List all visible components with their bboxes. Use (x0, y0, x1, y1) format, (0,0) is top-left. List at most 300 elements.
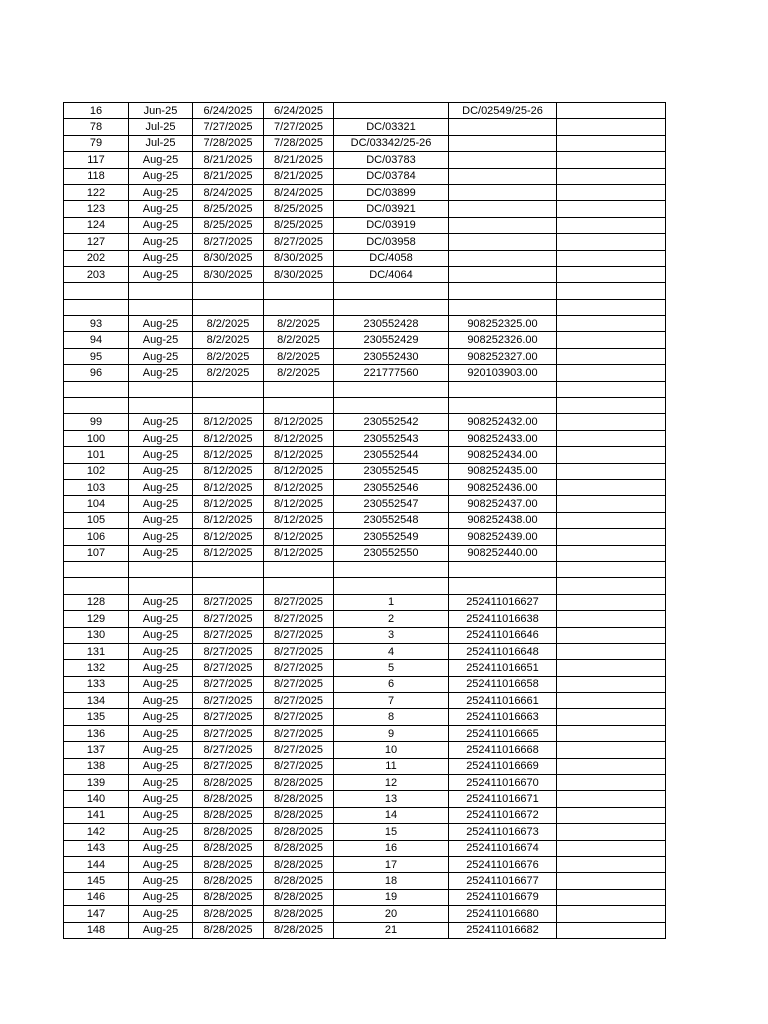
cell-date-a[interactable]: 8/12/2025 (193, 496, 264, 512)
cell-reference[interactable] (334, 381, 449, 397)
cell-extra[interactable] (557, 168, 666, 184)
cell-reference[interactable]: DC/4058 (334, 250, 449, 266)
cell-month[interactable]: Aug-25 (129, 316, 193, 332)
cell-month[interactable]: Aug-25 (129, 840, 193, 856)
cell-document-number[interactable] (449, 217, 557, 233)
cell-month[interactable]: Aug-25 (129, 266, 193, 282)
cell-date-a[interactable]: 8/27/2025 (193, 693, 264, 709)
cell-date-b[interactable]: 8/27/2025 (264, 725, 334, 741)
cell-row-id[interactable]: 16 (64, 103, 129, 119)
cell-month[interactable]: Aug-25 (129, 758, 193, 774)
cell-document-number[interactable]: 252411016663 (449, 709, 557, 725)
cell-date-a[interactable] (193, 398, 264, 414)
cell-date-b[interactable] (264, 398, 334, 414)
cell-reference[interactable]: 230552542 (334, 414, 449, 430)
cell-date-a[interactable]: 8/30/2025 (193, 250, 264, 266)
cell-document-number[interactable] (449, 578, 557, 594)
cell-row-id[interactable]: 93 (64, 316, 129, 332)
cell-extra[interactable] (557, 217, 666, 233)
cell-row-id[interactable]: 106 (64, 529, 129, 545)
cell-document-number[interactable]: 908252327.00 (449, 348, 557, 364)
cell-row-id[interactable]: 118 (64, 168, 129, 184)
cell-reference[interactable]: 17 (334, 856, 449, 872)
cell-date-a[interactable]: 8/28/2025 (193, 906, 264, 922)
cell-date-a[interactable]: 8/12/2025 (193, 414, 264, 430)
cell-row-id[interactable]: 146 (64, 889, 129, 905)
cell-month[interactable]: Jul-25 (129, 135, 193, 151)
cell-row-id[interactable]: 133 (64, 676, 129, 692)
cell-month[interactable]: Aug-25 (129, 365, 193, 381)
cell-row-id[interactable]: 134 (64, 693, 129, 709)
cell-row-id[interactable]: 124 (64, 217, 129, 233)
cell-reference[interactable]: 16 (334, 840, 449, 856)
cell-document-number[interactable]: 908252435.00 (449, 463, 557, 479)
cell-month[interactable]: Aug-25 (129, 545, 193, 561)
cell-reference[interactable] (334, 578, 449, 594)
cell-reference[interactable]: 7 (334, 693, 449, 709)
cell-month[interactable]: Aug-25 (129, 234, 193, 250)
cell-document-number[interactable]: 920103903.00 (449, 365, 557, 381)
cell-date-a[interactable]: 8/12/2025 (193, 463, 264, 479)
cell-document-number[interactable]: 252411016669 (449, 758, 557, 774)
cell-row-id[interactable]: 141 (64, 807, 129, 823)
cell-month[interactable]: Aug-25 (129, 627, 193, 643)
cell-row-id[interactable] (64, 561, 129, 577)
cell-reference[interactable]: 221777560 (334, 365, 449, 381)
cell-extra[interactable] (557, 709, 666, 725)
cell-reference[interactable]: 230552429 (334, 332, 449, 348)
cell-reference[interactable]: 3 (334, 627, 449, 643)
cell-date-a[interactable]: 8/28/2025 (193, 889, 264, 905)
cell-extra[interactable] (557, 479, 666, 495)
cell-reference[interactable]: 20 (334, 906, 449, 922)
cell-month[interactable]: Aug-25 (129, 201, 193, 217)
cell-date-b[interactable]: 8/27/2025 (264, 627, 334, 643)
cell-date-a[interactable]: 8/28/2025 (193, 856, 264, 872)
cell-date-b[interactable]: 8/27/2025 (264, 758, 334, 774)
cell-reference[interactable]: DC/03783 (334, 152, 449, 168)
cell-reference[interactable]: 21 (334, 922, 449, 938)
cell-date-a[interactable]: 8/27/2025 (193, 758, 264, 774)
cell-document-number[interactable] (449, 561, 557, 577)
cell-date-b[interactable]: 8/27/2025 (264, 709, 334, 725)
cell-month[interactable] (129, 299, 193, 315)
cell-document-number[interactable] (449, 381, 557, 397)
cell-month[interactable]: Aug-25 (129, 430, 193, 446)
cell-row-id[interactable]: 94 (64, 332, 129, 348)
cell-reference[interactable] (334, 103, 449, 119)
cell-reference[interactable]: DC/03899 (334, 184, 449, 200)
cell-reference[interactable]: DC/03919 (334, 217, 449, 233)
cell-date-b[interactable]: 8/12/2025 (264, 529, 334, 545)
cell-extra[interactable] (557, 447, 666, 463)
cell-date-a[interactable]: 8/12/2025 (193, 529, 264, 545)
cell-month[interactable]: Aug-25 (129, 824, 193, 840)
cell-date-a[interactable]: 8/21/2025 (193, 168, 264, 184)
cell-extra[interactable] (557, 398, 666, 414)
cell-row-id[interactable]: 143 (64, 840, 129, 856)
cell-document-number[interactable] (449, 184, 557, 200)
cell-month[interactable]: Aug-25 (129, 479, 193, 495)
cell-month[interactable]: Aug-25 (129, 906, 193, 922)
cell-row-id[interactable]: 105 (64, 512, 129, 528)
cell-date-a[interactable] (193, 283, 264, 299)
cell-row-id[interactable]: 144 (64, 856, 129, 872)
cell-row-id[interactable]: 132 (64, 660, 129, 676)
cell-date-a[interactable]: 8/27/2025 (193, 660, 264, 676)
cell-date-b[interactable]: 8/25/2025 (264, 201, 334, 217)
cell-month[interactable]: Aug-25 (129, 250, 193, 266)
cell-month[interactable] (129, 381, 193, 397)
cell-row-id[interactable]: 103 (64, 479, 129, 495)
cell-date-b[interactable]: 6/24/2025 (264, 103, 334, 119)
cell-extra[interactable] (557, 184, 666, 200)
cell-date-b[interactable]: 8/2/2025 (264, 348, 334, 364)
cell-document-number[interactable] (449, 299, 557, 315)
cell-row-id[interactable]: 101 (64, 447, 129, 463)
cell-reference[interactable]: 4 (334, 643, 449, 659)
cell-month[interactable]: Aug-25 (129, 496, 193, 512)
cell-extra[interactable] (557, 234, 666, 250)
cell-extra[interactable] (557, 135, 666, 151)
cell-date-a[interactable]: 8/12/2025 (193, 545, 264, 561)
cell-row-id[interactable]: 142 (64, 824, 129, 840)
cell-row-id[interactable]: 123 (64, 201, 129, 217)
cell-date-b[interactable]: 8/12/2025 (264, 512, 334, 528)
cell-reference[interactable]: 13 (334, 791, 449, 807)
cell-extra[interactable] (557, 496, 666, 512)
cell-row-id[interactable]: 122 (64, 184, 129, 200)
cell-date-a[interactable]: 8/2/2025 (193, 332, 264, 348)
cell-row-id[interactable]: 148 (64, 922, 129, 938)
cell-reference[interactable]: 10 (334, 742, 449, 758)
cell-row-id[interactable]: 130 (64, 627, 129, 643)
cell-date-b[interactable] (264, 561, 334, 577)
cell-month[interactable]: Aug-25 (129, 414, 193, 430)
cell-date-a[interactable]: 8/27/2025 (193, 676, 264, 692)
cell-date-b[interactable]: 8/2/2025 (264, 332, 334, 348)
cell-month[interactable]: Aug-25 (129, 529, 193, 545)
cell-date-b[interactable]: 8/12/2025 (264, 414, 334, 430)
cell-row-id[interactable]: 117 (64, 152, 129, 168)
cell-reference[interactable] (334, 299, 449, 315)
cell-month[interactable]: Aug-25 (129, 217, 193, 233)
cell-document-number[interactable]: 252411016674 (449, 840, 557, 856)
cell-month[interactable]: Aug-25 (129, 676, 193, 692)
cell-date-b[interactable]: 8/27/2025 (264, 611, 334, 627)
cell-row-id[interactable]: 99 (64, 414, 129, 430)
cell-document-number[interactable]: 252411016677 (449, 873, 557, 889)
cell-date-b[interactable]: 8/12/2025 (264, 430, 334, 446)
cell-month[interactable]: Aug-25 (129, 807, 193, 823)
cell-date-a[interactable]: 7/27/2025 (193, 119, 264, 135)
cell-date-a[interactable]: 8/28/2025 (193, 791, 264, 807)
cell-document-number[interactable]: 908252434.00 (449, 447, 557, 463)
cell-document-number[interactable]: 908252325.00 (449, 316, 557, 332)
cell-date-b[interactable]: 8/12/2025 (264, 479, 334, 495)
cell-extra[interactable] (557, 627, 666, 643)
cell-reference[interactable]: 14 (334, 807, 449, 823)
cell-month[interactable]: Aug-25 (129, 873, 193, 889)
cell-reference[interactable]: DC/03342/25-26 (334, 135, 449, 151)
cell-extra[interactable] (557, 512, 666, 528)
cell-document-number[interactable]: 252411016673 (449, 824, 557, 840)
cell-date-b[interactable]: 8/27/2025 (264, 693, 334, 709)
cell-document-number[interactable] (449, 135, 557, 151)
cell-date-a[interactable]: 7/28/2025 (193, 135, 264, 151)
cell-date-a[interactable]: 8/12/2025 (193, 479, 264, 495)
cell-extra[interactable] (557, 660, 666, 676)
cell-row-id[interactable]: 100 (64, 430, 129, 446)
cell-extra[interactable] (557, 873, 666, 889)
cell-extra[interactable] (557, 266, 666, 282)
cell-date-b[interactable]: 8/27/2025 (264, 660, 334, 676)
cell-month[interactable] (129, 398, 193, 414)
cell-month[interactable] (129, 578, 193, 594)
cell-extra[interactable] (557, 840, 666, 856)
cell-row-id[interactable] (64, 398, 129, 414)
cell-reference[interactable]: 230552545 (334, 463, 449, 479)
cell-date-b[interactable]: 8/12/2025 (264, 496, 334, 512)
cell-document-number[interactable]: 252411016671 (449, 791, 557, 807)
cell-date-b[interactable]: 8/30/2025 (264, 250, 334, 266)
cell-reference[interactable]: 230552430 (334, 348, 449, 364)
cell-reference[interactable]: 230552428 (334, 316, 449, 332)
cell-date-a[interactable]: 8/2/2025 (193, 365, 264, 381)
cell-month[interactable]: Aug-25 (129, 332, 193, 348)
cell-document-number[interactable]: 252411016665 (449, 725, 557, 741)
cell-date-a[interactable]: 8/12/2025 (193, 430, 264, 446)
cell-date-b[interactable]: 8/30/2025 (264, 266, 334, 282)
cell-extra[interactable] (557, 463, 666, 479)
cell-month[interactable]: Aug-25 (129, 660, 193, 676)
cell-date-a[interactable]: 8/28/2025 (193, 873, 264, 889)
cell-document-number[interactable] (449, 152, 557, 168)
cell-date-b[interactable]: 8/28/2025 (264, 840, 334, 856)
cell-extra[interactable] (557, 103, 666, 119)
cell-document-number[interactable]: 252411016682 (449, 922, 557, 938)
cell-document-number[interactable]: 908252432.00 (449, 414, 557, 430)
cell-date-a[interactable]: 8/28/2025 (193, 775, 264, 791)
cell-date-a[interactable]: 8/28/2025 (193, 922, 264, 938)
cell-document-number[interactable]: 252411016627 (449, 594, 557, 610)
cell-month[interactable] (129, 561, 193, 577)
cell-document-number[interactable]: 252411016646 (449, 627, 557, 643)
cell-row-id[interactable]: 78 (64, 119, 129, 135)
cell-extra[interactable] (557, 742, 666, 758)
cell-date-a[interactable]: 8/27/2025 (193, 643, 264, 659)
cell-extra[interactable] (557, 545, 666, 561)
cell-row-id[interactable]: 139 (64, 775, 129, 791)
cell-extra[interactable] (557, 775, 666, 791)
cell-month[interactable]: Aug-25 (129, 447, 193, 463)
cell-reference[interactable]: DC/4064 (334, 266, 449, 282)
cell-row-id[interactable] (64, 381, 129, 397)
cell-date-a[interactable]: 8/25/2025 (193, 201, 264, 217)
cell-document-number[interactable] (449, 250, 557, 266)
cell-row-id[interactable]: 79 (64, 135, 129, 151)
cell-month[interactable]: Aug-25 (129, 742, 193, 758)
cell-extra[interactable] (557, 430, 666, 446)
cell-date-b[interactable] (264, 283, 334, 299)
cell-reference[interactable]: DC/03784 (334, 168, 449, 184)
cell-date-a[interactable]: 8/27/2025 (193, 611, 264, 627)
cell-date-a[interactable]: 6/24/2025 (193, 103, 264, 119)
cell-date-b[interactable]: 8/27/2025 (264, 234, 334, 250)
cell-extra[interactable] (557, 119, 666, 135)
cell-date-a[interactable]: 8/2/2025 (193, 348, 264, 364)
cell-extra[interactable] (557, 693, 666, 709)
cell-date-a[interactable]: 8/27/2025 (193, 742, 264, 758)
cell-document-number[interactable]: 252411016676 (449, 856, 557, 872)
cell-date-a[interactable] (193, 561, 264, 577)
cell-reference[interactable]: 230552547 (334, 496, 449, 512)
cell-month[interactable]: Aug-25 (129, 463, 193, 479)
cell-row-id[interactable]: 137 (64, 742, 129, 758)
cell-document-number[interactable]: 252411016638 (449, 611, 557, 627)
cell-row-id[interactable]: 135 (64, 709, 129, 725)
cell-extra[interactable] (557, 201, 666, 217)
cell-extra[interactable] (557, 348, 666, 364)
cell-date-a[interactable]: 8/12/2025 (193, 512, 264, 528)
cell-date-a[interactable]: 8/27/2025 (193, 234, 264, 250)
cell-extra[interactable] (557, 152, 666, 168)
cell-extra[interactable] (557, 922, 666, 938)
cell-document-number[interactable]: 908252440.00 (449, 545, 557, 561)
cell-document-number[interactable]: 252411016661 (449, 693, 557, 709)
cell-document-number[interactable] (449, 234, 557, 250)
cell-date-a[interactable]: 8/21/2025 (193, 152, 264, 168)
cell-document-number[interactable] (449, 283, 557, 299)
cell-month[interactable]: Aug-25 (129, 791, 193, 807)
cell-extra[interactable] (557, 529, 666, 545)
cell-extra[interactable] (557, 889, 666, 905)
cell-row-id[interactable]: 145 (64, 873, 129, 889)
cell-extra[interactable] (557, 906, 666, 922)
cell-reference[interactable]: 19 (334, 889, 449, 905)
cell-date-b[interactable]: 8/28/2025 (264, 824, 334, 840)
cell-row-id[interactable]: 128 (64, 594, 129, 610)
cell-date-b[interactable]: 8/2/2025 (264, 365, 334, 381)
cell-document-number[interactable]: 252411016651 (449, 660, 557, 676)
cell-extra[interactable] (557, 791, 666, 807)
cell-extra[interactable] (557, 758, 666, 774)
cell-reference[interactable]: 8 (334, 709, 449, 725)
cell-document-number[interactable] (449, 201, 557, 217)
cell-row-id[interactable]: 136 (64, 725, 129, 741)
cell-extra[interactable] (557, 381, 666, 397)
cell-extra[interactable] (557, 856, 666, 872)
cell-extra[interactable] (557, 578, 666, 594)
cell-row-id[interactable]: 96 (64, 365, 129, 381)
cell-month[interactable]: Aug-25 (129, 709, 193, 725)
cell-row-id[interactable] (64, 299, 129, 315)
cell-extra[interactable] (557, 299, 666, 315)
cell-row-id[interactable]: 138 (64, 758, 129, 774)
cell-extra[interactable] (557, 414, 666, 430)
cell-date-a[interactable]: 8/27/2025 (193, 594, 264, 610)
cell-reference[interactable]: 12 (334, 775, 449, 791)
cell-month[interactable]: Aug-25 (129, 643, 193, 659)
cell-reference[interactable]: 15 (334, 824, 449, 840)
cell-month[interactable]: Aug-25 (129, 512, 193, 528)
cell-month[interactable]: Jul-25 (129, 119, 193, 135)
cell-reference[interactable]: 1 (334, 594, 449, 610)
cell-month[interactable]: Aug-25 (129, 693, 193, 709)
cell-row-id[interactable]: 95 (64, 348, 129, 364)
cell-date-b[interactable]: 8/2/2025 (264, 316, 334, 332)
cell-date-a[interactable] (193, 578, 264, 594)
cell-row-id[interactable]: 140 (64, 791, 129, 807)
cell-extra[interactable] (557, 316, 666, 332)
cell-row-id[interactable]: 131 (64, 643, 129, 659)
cell-date-b[interactable]: 8/27/2025 (264, 742, 334, 758)
cell-date-b[interactable]: 8/12/2025 (264, 545, 334, 561)
cell-date-b[interactable]: 8/28/2025 (264, 791, 334, 807)
cell-row-id[interactable]: 107 (64, 545, 129, 561)
cell-date-b[interactable]: 8/28/2025 (264, 922, 334, 938)
cell-date-b[interactable]: 8/27/2025 (264, 643, 334, 659)
cell-row-id[interactable]: 147 (64, 906, 129, 922)
cell-month[interactable]: Aug-25 (129, 775, 193, 791)
cell-reference[interactable]: 18 (334, 873, 449, 889)
cell-document-number[interactable]: 252411016658 (449, 676, 557, 692)
cell-date-a[interactable]: 8/28/2025 (193, 840, 264, 856)
cell-date-a[interactable]: 8/27/2025 (193, 627, 264, 643)
cell-date-b[interactable]: 8/28/2025 (264, 873, 334, 889)
cell-month[interactable] (129, 283, 193, 299)
cell-date-b[interactable]: 8/24/2025 (264, 184, 334, 200)
cell-month[interactable]: Aug-25 (129, 184, 193, 200)
cell-date-b[interactable]: 8/25/2025 (264, 217, 334, 233)
cell-document-number[interactable]: DC/02549/25-26 (449, 103, 557, 119)
cell-extra[interactable] (557, 676, 666, 692)
cell-date-a[interactable]: 8/2/2025 (193, 316, 264, 332)
cell-extra[interactable] (557, 594, 666, 610)
cell-date-b[interactable]: 8/12/2025 (264, 463, 334, 479)
cell-month[interactable]: Aug-25 (129, 889, 193, 905)
cell-document-number[interactable]: 252411016680 (449, 906, 557, 922)
cell-date-b[interactable]: 8/27/2025 (264, 594, 334, 610)
cell-date-b[interactable]: 8/21/2025 (264, 152, 334, 168)
cell-reference[interactable]: 230552548 (334, 512, 449, 528)
cell-row-id[interactable]: 127 (64, 234, 129, 250)
cell-date-a[interactable]: 8/28/2025 (193, 807, 264, 823)
cell-date-b[interactable]: 8/28/2025 (264, 807, 334, 823)
cell-date-b[interactable]: 8/28/2025 (264, 889, 334, 905)
cell-date-a[interactable] (193, 381, 264, 397)
cell-month[interactable]: Aug-25 (129, 594, 193, 610)
cell-reference[interactable] (334, 561, 449, 577)
cell-date-b[interactable]: 8/28/2025 (264, 856, 334, 872)
cell-document-number[interactable]: 252411016648 (449, 643, 557, 659)
cell-date-b[interactable] (264, 299, 334, 315)
cell-row-id[interactable]: 102 (64, 463, 129, 479)
cell-document-number[interactable]: 908252437.00 (449, 496, 557, 512)
cell-date-b[interactable]: 7/27/2025 (264, 119, 334, 135)
cell-row-id[interactable]: 203 (64, 266, 129, 282)
cell-extra[interactable] (557, 725, 666, 741)
cell-document-number[interactable]: 908252436.00 (449, 479, 557, 495)
cell-row-id[interactable]: 129 (64, 611, 129, 627)
cell-date-b[interactable]: 8/28/2025 (264, 906, 334, 922)
cell-date-b[interactable]: 8/21/2025 (264, 168, 334, 184)
cell-reference[interactable]: DC/03958 (334, 234, 449, 250)
cell-row-id[interactable]: 104 (64, 496, 129, 512)
cell-reference[interactable]: 2 (334, 611, 449, 627)
cell-extra[interactable] (557, 332, 666, 348)
cell-month[interactable]: Aug-25 (129, 725, 193, 741)
